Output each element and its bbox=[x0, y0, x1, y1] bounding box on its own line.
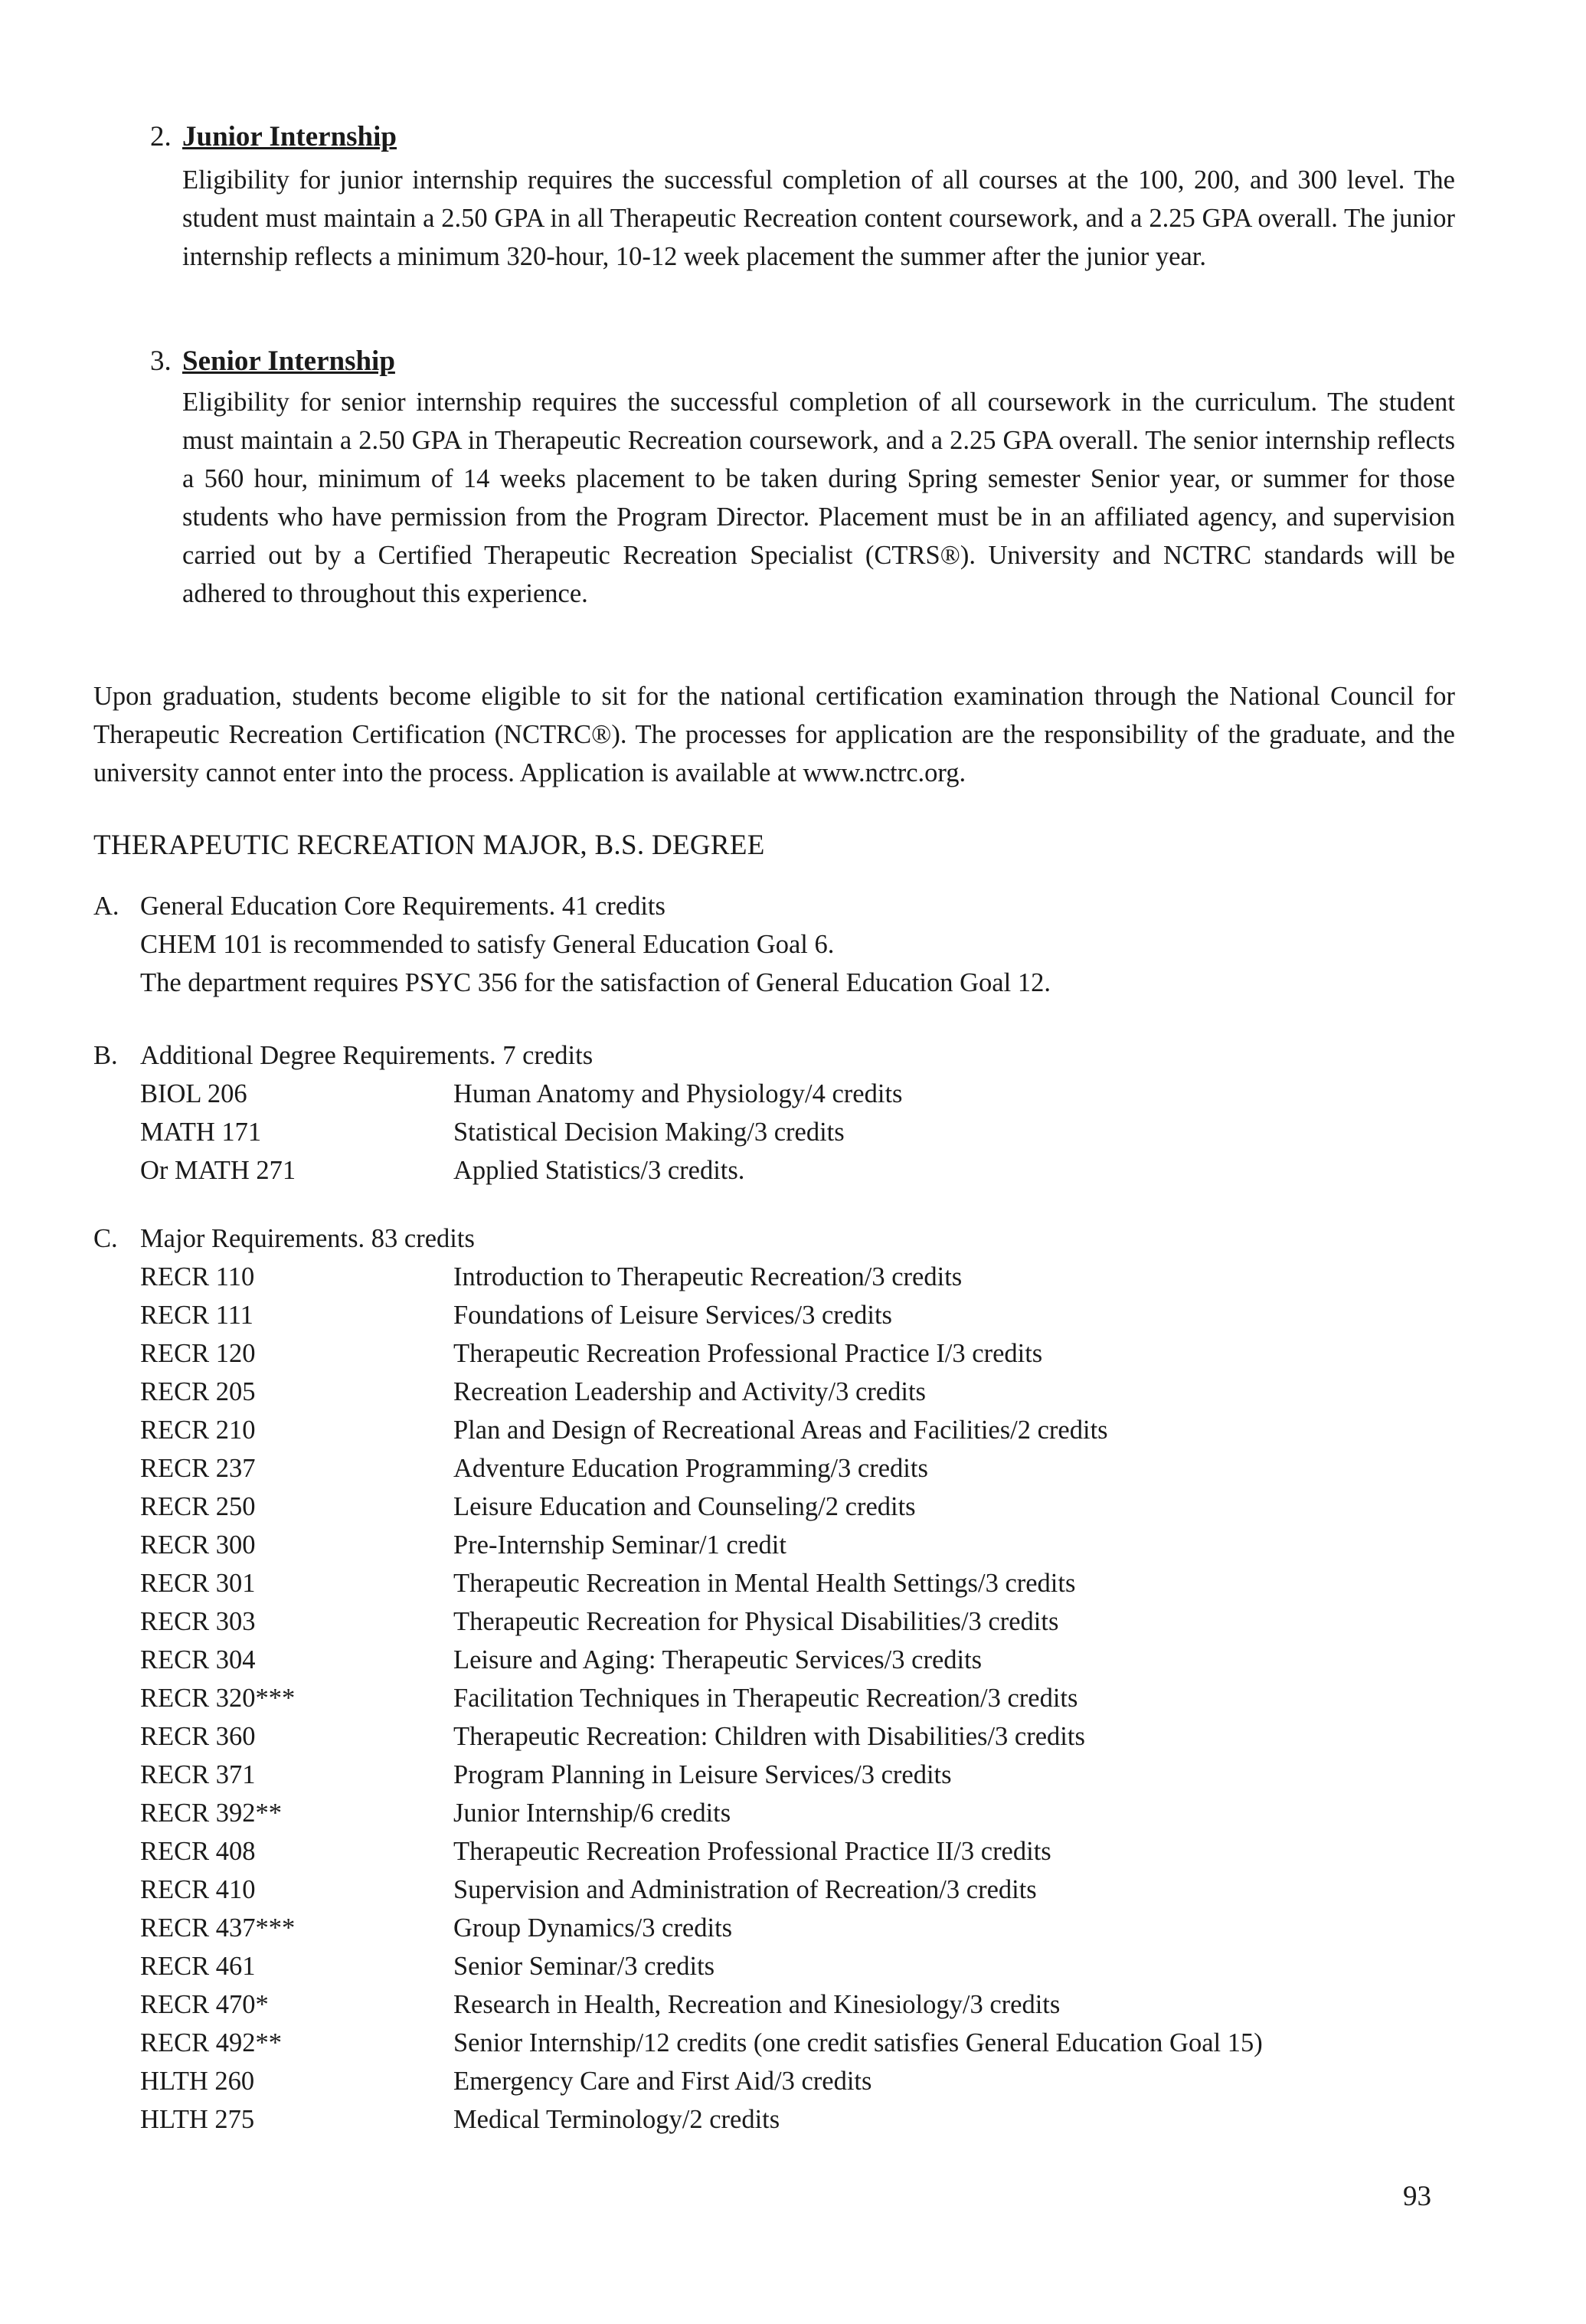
course-code: RECR 301 bbox=[140, 1569, 256, 1598]
course-code: HLTH 275 bbox=[140, 2105, 255, 2134]
course-title: Foundations of Leisure Services/3 credits bbox=[453, 1301, 892, 1330]
section-b-letter: B. bbox=[93, 1041, 118, 1070]
course-title: Leisure and Aging: Therapeutic Services/3 credits bbox=[453, 1645, 983, 1674]
course-title: Therapeutic Recreation for Physical Disabilities/3 credits bbox=[453, 1607, 1059, 1636]
course-code: RECR 237 bbox=[140, 1454, 256, 1483]
course-title: Senior Seminar/3 credits bbox=[453, 1952, 715, 1981]
course-code: RECR 303 bbox=[140, 1607, 256, 1636]
course-title: Adventure Education Programming/3 credits bbox=[453, 1454, 928, 1483]
course-title: Applied Statistics/3 credits. bbox=[453, 1156, 745, 1185]
course-code: RECR 437*** bbox=[140, 1913, 296, 1943]
course-title: Plan and Design of Recreational Areas and Facilities/2 credits bbox=[453, 1416, 1108, 1445]
course-title: Facilitation Techniques in Therapeutic Recreation/3 credits bbox=[453, 1684, 1078, 1713]
major-title: THERAPEUTIC RECREATION MAJOR, B.S. DEGREE bbox=[93, 830, 765, 861]
course-title: Leisure Education and Counseling/2 credits bbox=[453, 1492, 916, 1521]
course-code: RECR 210 bbox=[140, 1416, 256, 1445]
course-code: RECR 410 bbox=[140, 1875, 256, 1904]
junior-internship-heading: Junior Internship bbox=[182, 121, 397, 152]
section-a-heading: General Education Core Requirements. 41 credits bbox=[140, 892, 665, 921]
course-code: RECR 492** bbox=[140, 2028, 282, 2057]
course-title: Pre-Internship Seminar/1 credit bbox=[453, 1530, 786, 1560]
course-title: Recreation Leadership and Activity/3 credits bbox=[453, 1377, 926, 1406]
course-code: Or MATH 271 bbox=[140, 1156, 296, 1185]
section-c-heading: Major Requirements. 83 credits bbox=[140, 1224, 475, 1253]
course-title: Statistical Decision Making/3 credits bbox=[453, 1118, 845, 1147]
course-title: Junior Internship/6 credits bbox=[453, 1799, 731, 1828]
course-code: RECR 110 bbox=[140, 1262, 255, 1291]
course-code: RECR 205 bbox=[140, 1377, 256, 1406]
course-code: RECR 304 bbox=[140, 1645, 256, 1674]
course-title: Human Anatomy and Physiology/4 credits bbox=[453, 1079, 903, 1108]
course-code: MATH 171 bbox=[140, 1118, 262, 1147]
course-code: RECR 320*** bbox=[140, 1684, 296, 1713]
course-title: Program Planning in Leisure Services/3 credits bbox=[453, 1760, 952, 1789]
senior-internship-text: Eligibility for senior internship requires the successful completion of all coursework in the curriculum. The student must maintain a 2.50 GPA in Therapeutic Recreation coursework, and a 2.25 GPA overall. The senior internship reflects a 560 hour, minimum of 14 weeks placement to be taken during Spring semester Senior year, or summer for those students who have permission from the Program Director. Placement must be in an affiliated agency, and supervision carried out by a Certified Therapeutic Recreation Specialist (CTRS®). University and NCTRC standards will be adhered to throughout this experience. bbox=[182, 388, 1455, 608]
course-title: Group Dynamics/3 credits bbox=[453, 1913, 733, 1943]
section-a-letter: A. bbox=[93, 892, 119, 921]
course-code: RECR 408 bbox=[140, 1837, 256, 1866]
junior-internship-text: Eligibility for junior internship requires the successful completion of all courses at the 100, 200, and 300 level. The student must maintain a 2.50 GPA in all Therapeutic Recreation content coursework, and a 2.25 GPA overall. The junior internship reflects a minimum 320-hour, 10-12 week placement the summer after the junior year. bbox=[182, 165, 1455, 271]
section-a-note: The department requires PSYC 356 for the satisfaction of General Education Goal 12. bbox=[140, 968, 1051, 997]
course-title: Senior Internship/12 credits (one credit satisfies General Education Goal 15) bbox=[453, 2028, 1263, 2057]
course-code: RECR 250 bbox=[140, 1492, 256, 1521]
senior-internship-heading: Senior Internship bbox=[182, 345, 395, 377]
course-code: RECR 371 bbox=[140, 1760, 256, 1789]
course-code: RECR 300 bbox=[140, 1530, 256, 1560]
section-a-note: CHEM 101 is recommended to satisfy General Education Goal 6. bbox=[140, 930, 835, 959]
course-title: Therapeutic Recreation Professional Practice I/3 credits bbox=[453, 1339, 1043, 1368]
course-code: RECR 360 bbox=[140, 1722, 256, 1751]
course-code: RECR 470* bbox=[140, 1990, 269, 2019]
page-number: 93 bbox=[1403, 2181, 1431, 2212]
course-code: BIOL 206 bbox=[140, 1079, 247, 1108]
course-code: RECR 461 bbox=[140, 1952, 256, 1981]
course-title: Therapeutic Recreation in Mental Health Settings/3 credits bbox=[453, 1569, 1076, 1598]
course-title: Research in Health, Recreation and Kinesiology/3 credits bbox=[453, 1990, 1061, 2019]
course-title: Therapeutic Recreation: Children with Disabilities/3 credits bbox=[453, 1722, 1085, 1751]
section-c-letter: C. bbox=[93, 1224, 118, 1253]
graduation-paragraph: Upon graduation, students become eligible to sit for the national certification examination through the National Council for Therapeutic Recreation Certification (NCTRC®). The processes for application are the responsibility of the graduate, and the university cannot enter into the process. Application is available at www.nctrc.org. bbox=[93, 682, 1455, 787]
course-title: Supervision and Administration of Recreation/3 credits bbox=[453, 1875, 1037, 1904]
course-title: Medical Terminology/2 credits bbox=[453, 2105, 780, 2134]
course-title: Therapeutic Recreation Professional Practice II/3 credits bbox=[453, 1837, 1051, 1866]
course-code: RECR 392** bbox=[140, 1799, 282, 1828]
course-code: HLTH 260 bbox=[140, 2067, 255, 2096]
course-code: RECR 120 bbox=[140, 1339, 256, 1368]
course-code: RECR 111 bbox=[140, 1301, 253, 1330]
course-title: Emergency Care and First Aid/3 credits bbox=[453, 2067, 872, 2096]
course-title: Introduction to Therapeutic Recreation/3 credits bbox=[453, 1262, 963, 1291]
item-number-junior: 2. bbox=[150, 121, 172, 152]
section-b-heading: Additional Degree Requirements. 7 credits bbox=[140, 1041, 594, 1070]
item-number-senior: 3. bbox=[150, 345, 172, 377]
